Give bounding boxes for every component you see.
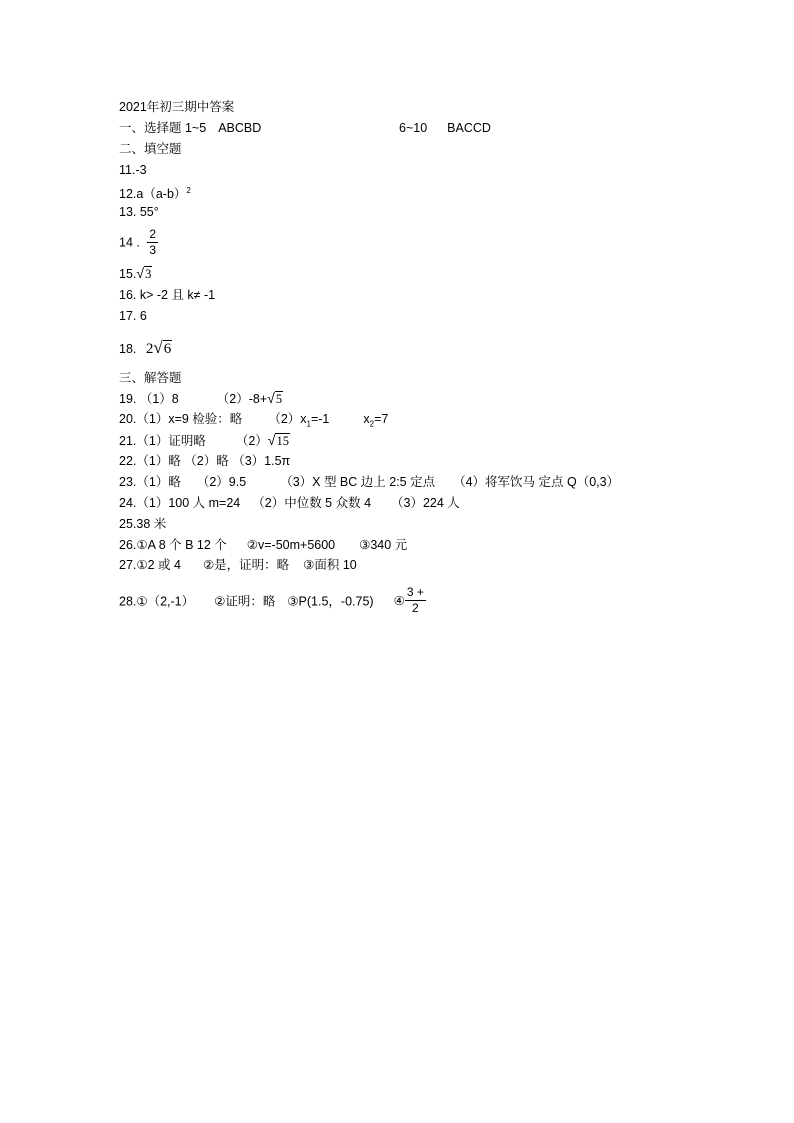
answer-15 bbox=[119, 265, 152, 282]
section-fill: 二、填空题 bbox=[119, 142, 182, 156]
answer-28-part3: ③P(1.5，-0.75) bbox=[287, 594, 374, 609]
fraction-denominator: 2 bbox=[405, 600, 426, 616]
answer-19-part1: 19. （1）8 bbox=[119, 392, 179, 406]
answer-16: 16. k> -2 且 k≠ -1 bbox=[119, 288, 216, 302]
subscript: 1 bbox=[306, 419, 311, 429]
answer-21 bbox=[119, 432, 290, 449]
answer-24-part3: （3）224 人 bbox=[391, 496, 460, 510]
answer-23-part3: （3）X 型 BC 边上 2:5 定点 bbox=[280, 475, 436, 489]
answer-24-part1: 24.（1）100 人 m=24 bbox=[119, 496, 241, 510]
choice-label-2: 6~10 bbox=[399, 121, 428, 135]
section-solve: 三、解答题 bbox=[119, 371, 182, 385]
answer-15-prefix: 15. bbox=[119, 267, 137, 281]
choice-label: 一、选择题 1~5 bbox=[119, 121, 207, 135]
answer-27-part2: ②是，证明：略 bbox=[202, 558, 290, 572]
subscript: 2 bbox=[369, 419, 375, 429]
answer-23-part4: （4）将军饮马 定点 Q（0,3） bbox=[453, 475, 620, 489]
answer-14 bbox=[119, 227, 158, 258]
sqrt-symbol: √15 bbox=[267, 432, 289, 448]
page-title: 2021年初三期中答案 bbox=[119, 100, 235, 114]
answer-28-fraction bbox=[405, 585, 426, 616]
answer-28-part2: ②证明：略 bbox=[214, 594, 276, 609]
answer-20-part2: （2）x bbox=[268, 412, 307, 426]
answer-18-prefix: 18. bbox=[119, 342, 137, 356]
fraction-numerator: 3 + bbox=[406, 585, 424, 599]
answer-23-part1: 23.（1）略 bbox=[119, 475, 181, 489]
answer-24 bbox=[119, 495, 460, 511]
answer-12-text: 12.a（a-b） bbox=[119, 187, 187, 202]
answer-19 bbox=[119, 390, 283, 407]
answer-18 bbox=[119, 338, 172, 359]
radicand: 15 bbox=[276, 434, 289, 448]
answer-13: 13. 55° bbox=[119, 205, 159, 219]
radicand: 3 bbox=[145, 267, 152, 281]
answer-27-part1: 27.①2 或 4 bbox=[119, 558, 181, 572]
answer-26-part2: ②v=-50m+5600 bbox=[246, 538, 336, 552]
answer-28-part4: ④ bbox=[393, 594, 405, 608]
answer-24-part2: （2）中位数 5 众数 4 bbox=[252, 496, 372, 510]
answer-28-part1: 28.①（2,-1） bbox=[119, 594, 195, 609]
answer-23 bbox=[119, 474, 619, 490]
answer-20-part4: x bbox=[363, 412, 370, 426]
answer-11: 11.-3 bbox=[119, 163, 147, 177]
answer-19-part2: （2）-8+ bbox=[216, 392, 268, 406]
answer-20-part1: 20.（1）x=9 检验：略 bbox=[119, 412, 243, 426]
answer-21-part1: 21.（1）证明略 bbox=[119, 434, 206, 448]
sqrt-symbol: √6 bbox=[153, 338, 172, 357]
radicand: 5 bbox=[275, 392, 283, 406]
answer-17: 17. 6 bbox=[119, 309, 147, 323]
answer-14-fraction bbox=[147, 227, 158, 258]
fraction-denominator: 3 bbox=[149, 243, 157, 257]
answer-28 bbox=[119, 585, 426, 616]
answer-14-prefix: 14 . bbox=[119, 235, 140, 250]
choice-answers-1: ABCBD bbox=[218, 121, 262, 135]
section-choice bbox=[119, 120, 491, 136]
answer-20-part5: =7 bbox=[374, 412, 389, 426]
answer-26-part3: ③340 元 bbox=[359, 538, 408, 552]
answer-20-part3: =-1 bbox=[310, 412, 330, 426]
answer-23-part2: （2）9.5 bbox=[196, 475, 247, 489]
answer-27 bbox=[119, 557, 357, 573]
sqrt-symbol: √3 bbox=[136, 265, 152, 281]
choice-answers-2: BACCD bbox=[447, 121, 491, 135]
answer-22: 22.（1）略 （2）略 （3）1.5π bbox=[119, 454, 291, 468]
answer-26 bbox=[119, 537, 407, 553]
answer-21-part2: （2） bbox=[235, 434, 268, 448]
radicand: 6 bbox=[163, 341, 172, 357]
answer-27-part3: ③面积 10 bbox=[303, 558, 357, 572]
answer-12-exponent: 2 bbox=[186, 186, 191, 195]
answer-12 bbox=[119, 183, 191, 202]
answer-20 bbox=[119, 411, 388, 433]
fraction-numerator: 2 bbox=[149, 227, 157, 241]
answer-25: 25.38 米 bbox=[119, 517, 167, 531]
sqrt-symbol: √5 bbox=[267, 390, 283, 406]
answer-18-coef: 2 bbox=[145, 341, 154, 357]
answer-26-part1: 26.①A 8 个 B 12 个 bbox=[119, 538, 227, 552]
